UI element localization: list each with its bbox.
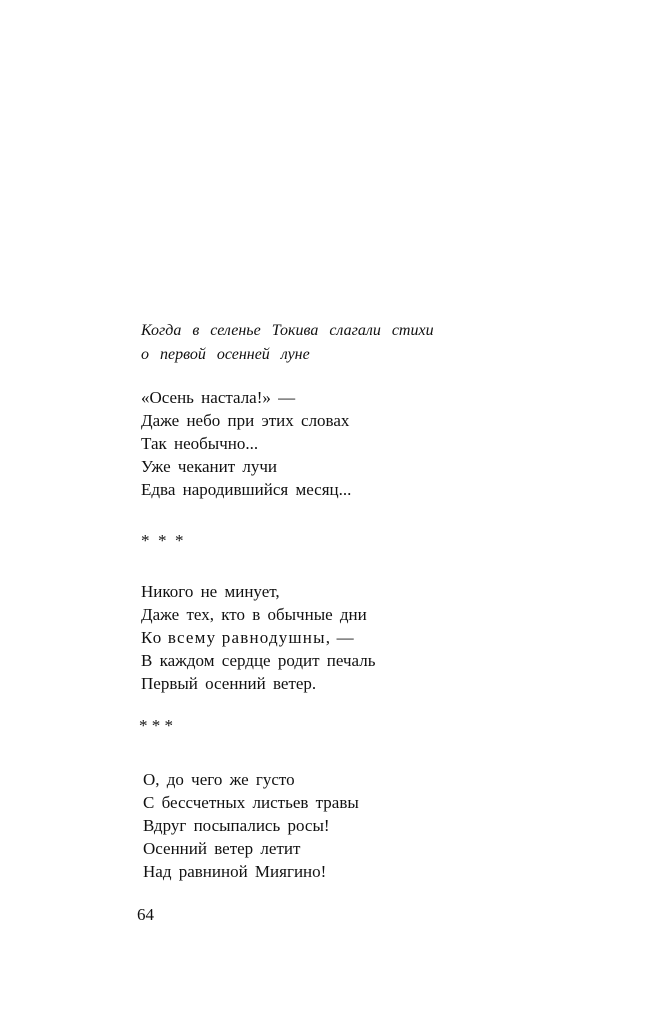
poem-3-line: Осенний ветер летит [143, 839, 301, 858]
page-number: 64 [137, 905, 154, 924]
poem-1-line: Едва народившийся месяц... [141, 480, 352, 499]
poem-1-line: «Осень настала!» — [141, 388, 296, 407]
poem-1-line: Уже чеканит лучи [141, 457, 278, 476]
poem-heading-line-2: о первой осенней луне [141, 346, 310, 363]
poem-3-line: Над равниной Миягино! [143, 862, 327, 881]
poem-2-line: Никого не минует, [141, 582, 280, 601]
poem-3-line: О, до чего же густо [143, 770, 295, 789]
section-separator: * * * [141, 531, 184, 550]
poem-2-line: Первый осенний ветер. [141, 674, 317, 693]
poem-3-line: С бессчетных листьев травы [143, 793, 359, 812]
poem-heading-line-1: Когда в селенье Токива слагали стихи [141, 322, 434, 339]
poem-2-line: Ко всему равнодушны, — [141, 628, 355, 647]
poem-3-line: Вдруг посыпались росы! [143, 816, 330, 835]
poem-2-line: Даже тех, кто в обычные дни [141, 605, 367, 624]
poem-1-line: Так необычно... [141, 434, 259, 453]
poem-2-line: В каждом сердце родит печаль [141, 651, 376, 670]
section-separator: * * * [139, 716, 173, 735]
poem-1-line: Даже небо при этих словах [141, 411, 350, 430]
